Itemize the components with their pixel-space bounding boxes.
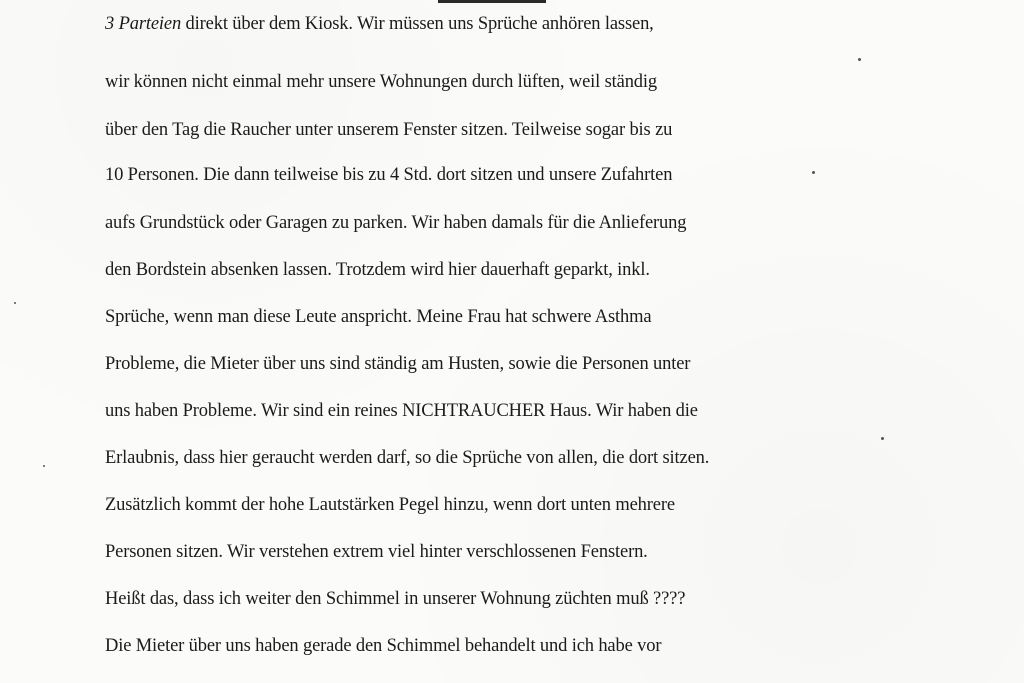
body-line: Die Mieter über uns haben gerade den Schimmel behandelt und ich habe vor: [105, 636, 662, 656]
body-line: Heißt das, dass ich weiter den Schimmel in unserer Wohnung züchten muß ????: [105, 589, 686, 609]
body-line: Sprüche, wenn man diese Leute anspricht. Meine Frau hat schwere Asthma: [105, 307, 652, 327]
body-line: Probleme, die Mieter über uns sind ständig am Husten, sowie die Personen unter: [105, 354, 691, 374]
scan-speck: [14, 302, 16, 304]
body-line: den Bordstein absenken lassen. Trotzdem wird hier dauerhaft geparkt, inkl.: [105, 260, 650, 280]
body-line: Erlaubnis, dass hier geraucht werden darf, so die Sprüche von allen, die dort sitzen.: [105, 448, 710, 468]
line-lead-italic: 3 Parteien: [105, 14, 182, 34]
body-line: 10 Personen. Die dann teilweise bis zu 4 Std. dort sitzen und unsere Zufahrten: [105, 165, 673, 185]
scan-speck: [812, 171, 815, 174]
body-line: über den Tag die Raucher unter unserem Fenster sitzen. Teilweise sogar bis zu: [105, 120, 673, 140]
top-rule: [438, 0, 546, 3]
scan-speck: [881, 437, 884, 440]
body-line: aufs Grundstück oder Garagen zu parken. Wir haben damals für die Anlieferung: [105, 213, 687, 233]
body-line: [105, 13, 654, 35]
line-text: direkt über dem Kiosk. Wir müssen uns Sprüche anhören lassen,: [181, 14, 654, 34]
body-line: Personen sitzen. Wir verstehen extrem viel hinter verschlossenen Fenstern.: [105, 542, 648, 562]
scan-speck: [43, 465, 45, 467]
body-line: uns haben Probleme. Wir sind ein reines NICHTRAUCHER Haus. Wir haben die: [105, 401, 698, 421]
scan-speck: [858, 58, 861, 61]
body-line: Zusätzlich kommt der hohe Lautstärken Pegel hinzu, wenn dort unten mehrere: [105, 495, 675, 515]
body-line: wir können nicht einmal mehr unsere Wohnungen durch lüften, weil ständig: [105, 72, 657, 92]
